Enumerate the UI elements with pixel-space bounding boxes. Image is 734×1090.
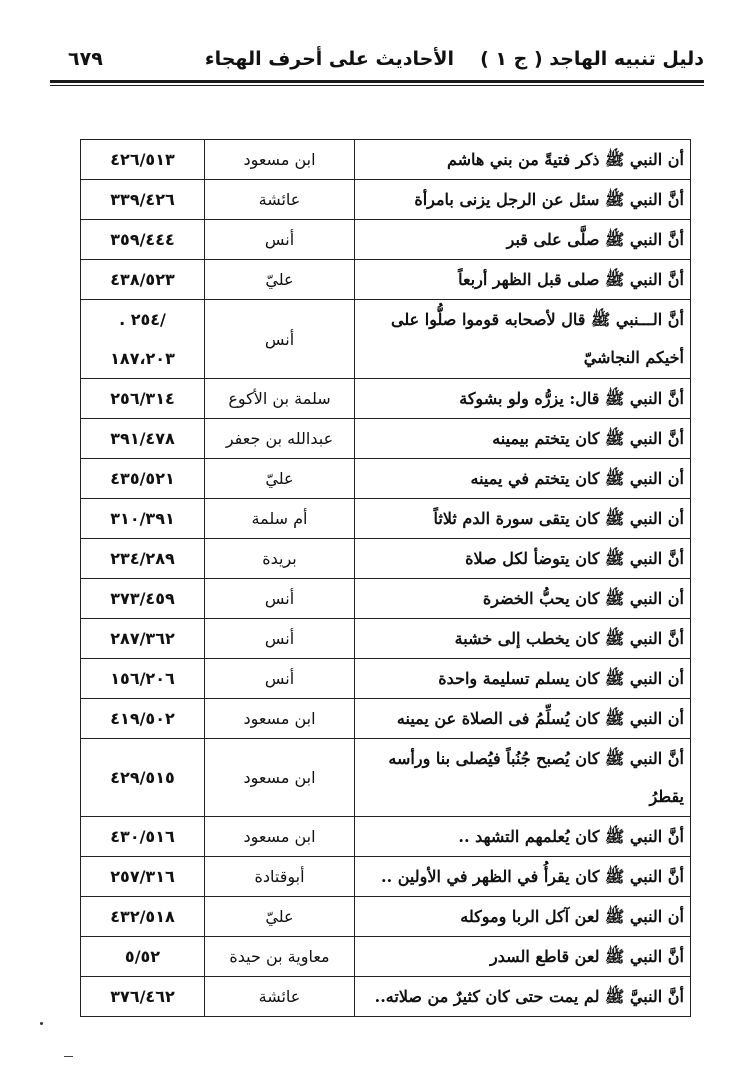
narrator: أنس <box>205 300 355 379</box>
hadith-text: أن النبي ﷺ لعن آكل الربا وموكله <box>355 897 691 937</box>
table-row <box>81 379 691 419</box>
reference: ٤٢٦/٥١٣ <box>81 140 205 180</box>
narrator: أنس <box>205 579 355 619</box>
narrator: عليّ <box>205 459 355 499</box>
table-row <box>81 539 691 579</box>
hadith-text: أن النبي ﷺ كان يُسلِّمُ فى الصلاة عن يمينه <box>355 699 691 739</box>
table-row <box>81 419 691 459</box>
hadith-text: أنَّ النبي ﷺ كان يخطب إلى خشبة <box>355 619 691 659</box>
hadith-text: أنَّ النبي ﷺ كان يتوضأ لكل صلاة <box>355 539 691 579</box>
reference: ١٥٦/٢٠٦ <box>81 659 205 699</box>
hadith-text: أنَّ النبي ﷺ كان يتختم بيمينه <box>355 419 691 459</box>
table-row <box>81 619 691 659</box>
reference: ٢٣٤/٢٨٩ <box>81 539 205 579</box>
narrator: عليّ <box>205 897 355 937</box>
table-row <box>81 897 691 937</box>
page-header <box>50 40 704 78</box>
hadith-text: أنَّ النبي ﷺ كان يُصبح جُنُباً فيُصلى بنا ورأسه يقطرُ <box>355 739 691 817</box>
narrator: أنس <box>205 619 355 659</box>
table-row <box>81 459 691 499</box>
reference: /٢٥٤ . ١٨٧،٢٠٣ <box>81 300 205 379</box>
narrator: عائشة <box>205 180 355 220</box>
table-row <box>81 937 691 977</box>
reference: ٤٣٨/٥٢٣ <box>81 260 205 300</box>
hadith-index-table <box>80 139 691 1017</box>
narrator: أنس <box>205 659 355 699</box>
reference: ٤٣٠/٥١٦ <box>81 817 205 857</box>
table-row <box>81 140 691 180</box>
reference: ٢٥٧/٣١٦ <box>81 857 205 897</box>
table-row <box>81 817 691 857</box>
reference: ٤٣٢/٥١٨ <box>81 897 205 937</box>
hadith-text: أنَّ النبي ﷺ كان يقرأُ في الظهر في الأولين .. <box>355 857 691 897</box>
narrator: أبوقتادة <box>205 857 355 897</box>
hadith-text: أنَّ النبي ﷺ سئل عن الرجل يزنى بامرأة <box>355 180 691 220</box>
table-row <box>81 300 691 379</box>
hadith-text: أنَّ النبي ﷺ لعن قاطع السدر <box>355 937 691 977</box>
table-row <box>81 180 691 220</box>
reference: ٣٣٩/٤٢٦ <box>81 180 205 220</box>
reference: ٤٣٥/٥٢١ <box>81 459 205 499</box>
hadith-text: أنَّ النبي ﷺ قال: يزرُّه ولو بشوكة <box>355 379 691 419</box>
header-rule-thin <box>50 85 704 86</box>
scan-speck <box>40 1022 43 1025</box>
reference: ٢٥٦/٣١٤ <box>81 379 205 419</box>
reference: ٢٨٧/٣٦٢ <box>81 619 205 659</box>
table-row <box>81 739 691 817</box>
page-number: ٦٧٩ <box>68 48 103 70</box>
hadith-text: أنَّ النبي ﷺ صلَّى على قبر <box>355 220 691 260</box>
narrator: سلمة بن الأكوع <box>205 379 355 419</box>
hadith-text: أن النبي ﷺ ذكر فتيةً من بني هاشم <box>355 140 691 180</box>
reference: ٣١٠/٣٩١ <box>81 499 205 539</box>
table-row <box>81 499 691 539</box>
hadith-text: أن النبي ﷺ كان يتقى سورة الدم ثلاثاً <box>355 499 691 539</box>
header-rule-thick <box>50 80 704 83</box>
hadith-text: أن النبي ﷺ كان يسلم تسليمة واحدة <box>355 659 691 699</box>
narrator: ابن مسعود <box>205 699 355 739</box>
table-row <box>81 699 691 739</box>
hadith-text: أن النبي ﷺ كان يتختم في يمينه <box>355 459 691 499</box>
hadith-text: أنَّ النبيَّ ﷺ لم يمت حتى كان كثيرٌ من صلاته.. <box>355 977 691 1017</box>
book-title: دليل تنبيه الهاجد ( ج ١ ) <box>480 48 704 70</box>
narrator: بريدة <box>205 539 355 579</box>
table-row <box>81 579 691 619</box>
hadith-text: أنَّ الـــنبي ﷺ قال لأصحابه قوموا صلُّوا على أخيكم النجاشيّ <box>355 300 691 379</box>
reference: ٣٩١/٤٧٨ <box>81 419 205 459</box>
reference: ٣٥٩/٤٤٤ <box>81 220 205 260</box>
hadith-text: أن النبي ﷺ كان يحبُّ الخضرة <box>355 579 691 619</box>
scan-mark <box>64 1056 73 1057</box>
table-row <box>81 977 691 1017</box>
reference: ٣٧٦/٤٦٢ <box>81 977 205 1017</box>
narrator: عبدالله بن جعفر <box>205 419 355 459</box>
hadith-text: أنَّ النبي ﷺ كان يُعلمهم التشهد .. <box>355 817 691 857</box>
narrator: أم سلمة <box>205 499 355 539</box>
narrator: عليّ <box>205 260 355 300</box>
reference: ٤٢٩/٥١٥ <box>81 739 205 817</box>
table-row <box>81 857 691 897</box>
narrator: ابن مسعود <box>205 140 355 180</box>
table-row <box>81 220 691 260</box>
section-title: الأحاديث على أحرف الهجاء <box>204 48 454 70</box>
reference: ٣٧٣/٤٥٩ <box>81 579 205 619</box>
narrator: ابن مسعود <box>205 817 355 857</box>
table-row <box>81 260 691 300</box>
reference: ٤١٩/٥٠٢ <box>81 699 205 739</box>
narrator: عائشة <box>205 977 355 1017</box>
hadith-text: أنَّ النبي ﷺ صلى قبل الظهر أربعاً <box>355 260 691 300</box>
narrator: أنس <box>205 220 355 260</box>
narrator: معاوية بن حيدة <box>205 937 355 977</box>
reference: ٥/٥٢ <box>81 937 205 977</box>
narrator: ابن مسعود <box>205 739 355 817</box>
table-row <box>81 659 691 699</box>
